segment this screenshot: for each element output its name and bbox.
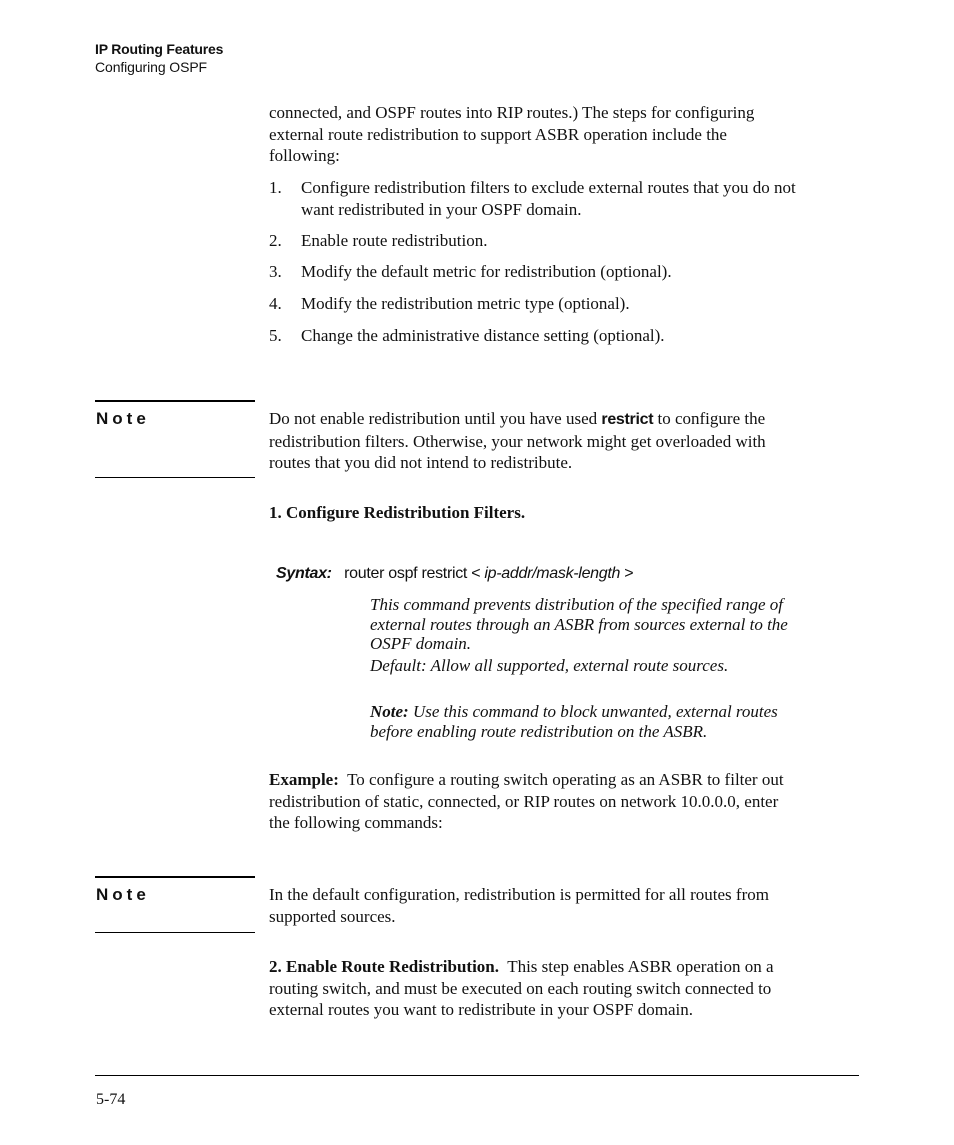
running-header-subsection: Configuring OSPF <box>95 59 208 75</box>
step-item <box>269 325 859 347</box>
note-text: supported sources. <box>269 906 396 926</box>
syntax-parameter: ip-addr/mask-length <box>484 565 621 582</box>
step-number: 1. <box>269 178 282 197</box>
example-text: redistribution of static, connected, or RIP routes on network 10.0.0.0, enter <box>269 791 779 811</box>
note-bottom-rule <box>95 932 255 933</box>
step-text: Change the administrative distance setting (optional). <box>301 326 665 345</box>
restrict-keyword: restrict <box>601 411 654 428</box>
example-text: To configure a routing switch operating as an ASBR to filter out <box>338 770 784 789</box>
intro-line: external route redistribution to support ASBR operation include the <box>269 124 727 144</box>
step-text: Enable route redistribution. <box>301 231 488 250</box>
step-item <box>269 261 859 283</box>
step-text: Modify the redistribution metric type (optional). <box>301 294 630 313</box>
step-item <box>269 293 859 315</box>
syntax-note-label: Note: <box>370 702 409 721</box>
section-heading: 2. Enable Route Redistribution. <box>269 957 499 976</box>
note-body <box>269 884 859 927</box>
syntax-note-text: Use this command to block unwanted, external routes <box>408 702 778 721</box>
section-text: This step enables ASBR operation on a <box>499 957 774 976</box>
example-paragraph <box>269 769 859 834</box>
footer-rule <box>95 1075 859 1076</box>
step-number: 5. <box>269 326 282 345</box>
syntax-command: router ospf restrict < <box>344 565 485 582</box>
step-text: want redistributed in your OSPF domain. <box>301 199 582 219</box>
intro-line: following: <box>269 146 340 165</box>
enable-redistribution-paragraph <box>269 956 859 1021</box>
page-number: 5-74 <box>96 1091 126 1108</box>
syntax-close: > <box>620 565 634 582</box>
intro-line: connected, and OSPF routes into RIP routes.) The steps for configuring <box>269 103 755 122</box>
section-heading: 1. Configure Redistribution Filters. <box>269 503 526 522</box>
syntax-note <box>370 702 860 741</box>
note-top-rule <box>95 876 255 878</box>
section-text: routing switch, and must be executed on each routing switch connected to <box>269 978 772 998</box>
step-text: Modify the default metric for redistribution (optional). <box>301 262 672 281</box>
note-text: to configure the <box>653 409 766 428</box>
step-item <box>269 230 859 252</box>
note-body <box>269 408 859 474</box>
description-line: OSPF domain. <box>370 634 472 653</box>
note-text: redistribution filters. Otherwise, your network might get overloaded with <box>269 431 766 451</box>
note-text: routes that you did not intend to redistribute. <box>269 453 573 472</box>
intro-paragraph <box>269 102 859 167</box>
step-text: Configure redistribution filters to exclude external routes that you do not <box>301 178 796 197</box>
note-text: Do not enable redistribution until you have used <box>269 409 602 428</box>
running-header-section: IP Routing Features <box>95 41 224 57</box>
syntax-description <box>370 595 860 654</box>
note-label: Note <box>96 409 150 428</box>
step-number: 2. <box>269 231 282 250</box>
example-text: the following commands: <box>269 813 443 832</box>
note-bottom-rule <box>95 477 255 478</box>
syntax-label: Syntax: <box>276 565 332 582</box>
syntax-line <box>276 565 633 583</box>
example-label: Example: <box>269 770 339 789</box>
syntax-default: Default: Allow all supported, external route sources. <box>370 656 729 675</box>
step-item <box>269 177 859 221</box>
section-text: external routes you want to redistribute in your OSPF domain. <box>269 1000 693 1019</box>
note-text: In the default configuration, redistribution is permitted for all routes from <box>269 885 769 904</box>
note-top-rule <box>95 400 255 402</box>
description-line: This command prevents distribution of the specified range of <box>370 595 783 614</box>
step-number: 3. <box>269 262 282 281</box>
description-line: external routes through an ASBR from sources external to the <box>370 614 788 634</box>
note-label: Note <box>96 885 150 904</box>
step-number: 4. <box>269 294 282 313</box>
syntax-note-text: before enabling route redistribution on the ASBR. <box>370 721 708 741</box>
